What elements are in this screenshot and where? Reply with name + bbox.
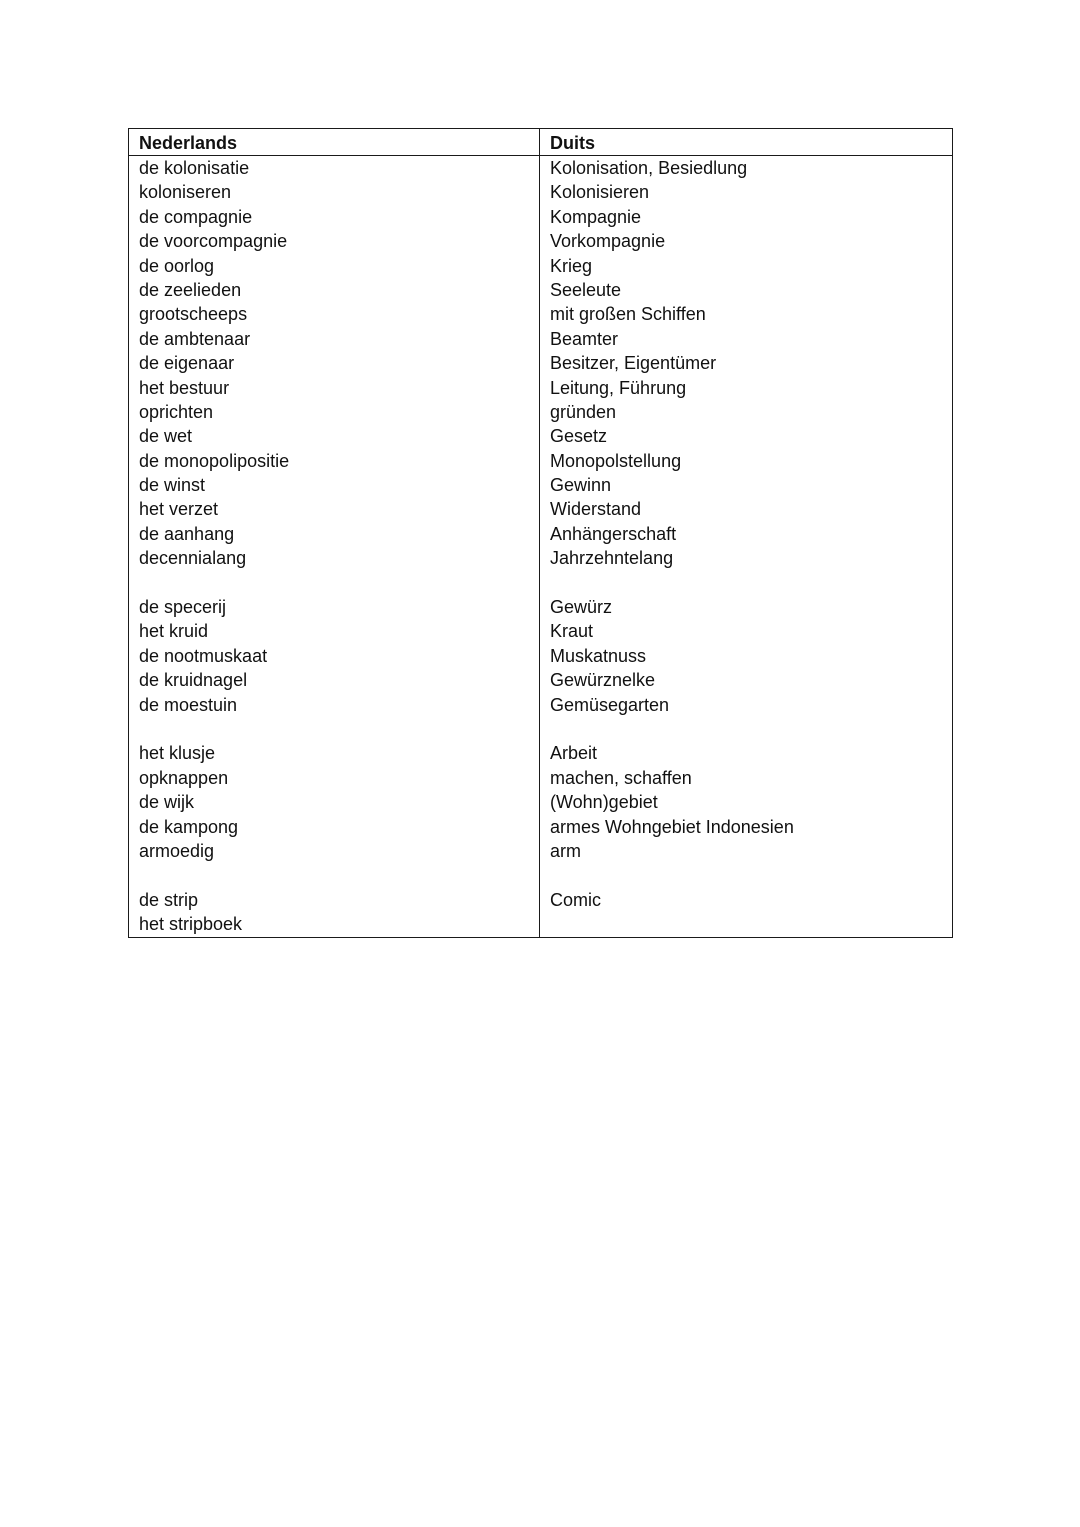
german-column xyxy=(540,156,953,938)
dutch-term: de winst xyxy=(139,475,206,496)
german-translation xyxy=(550,863,942,887)
german-translation: Widerstand xyxy=(550,499,642,520)
german-translation: Gemüsegarten xyxy=(550,694,670,715)
header-dutch: Nederlands xyxy=(129,129,540,156)
german-translation: Muskatnuss xyxy=(550,645,647,666)
german-translation: Gewürznelke xyxy=(550,670,656,691)
german-translation: mit großen Schiffen xyxy=(550,304,706,325)
dutch-column xyxy=(129,156,540,938)
header-german: Duits xyxy=(540,129,953,156)
dutch-term: de oorlog xyxy=(139,255,215,276)
dutch-term: de specerij xyxy=(139,597,227,618)
dutch-term: de aanhang xyxy=(139,523,235,544)
dutch-term: oprichten xyxy=(139,401,214,422)
german-translation: (Wohn)gebiet xyxy=(550,792,658,813)
vocabulary-table xyxy=(128,128,953,938)
dutch-term: het bestuur xyxy=(139,377,230,398)
table-body-row xyxy=(129,156,953,938)
dutch-term xyxy=(139,717,529,741)
german-translation xyxy=(550,717,942,741)
german-translation: Kraut xyxy=(550,621,594,642)
dutch-term: de monopolipositie xyxy=(139,450,290,471)
german-translation: arm xyxy=(550,840,581,861)
german-translation: Kompagnie xyxy=(550,206,642,227)
dutch-term: de compagnie xyxy=(139,206,253,227)
german-translation: Besitzer, Eigentümer xyxy=(550,353,717,374)
german-translation: Comic xyxy=(550,889,602,910)
dutch-term: de strip xyxy=(139,889,199,910)
german-translation: Kolonisieren xyxy=(550,182,650,203)
german-translation: Beamter xyxy=(550,328,619,349)
german-translation: Seeleute xyxy=(550,279,622,300)
dutch-term: armoedig xyxy=(139,840,215,861)
dutch-term xyxy=(139,571,529,595)
german-translation: gründen xyxy=(550,401,617,422)
german-translation: Jahrzehntelang xyxy=(550,548,674,569)
dutch-term: de eigenaar xyxy=(139,353,235,374)
dutch-term: het stripboek xyxy=(139,914,243,935)
dutch-term xyxy=(139,863,529,887)
dutch-term: het klusje xyxy=(139,743,216,764)
dutch-term: het verzet xyxy=(139,499,219,520)
dutch-term: opknappen xyxy=(139,767,229,788)
dutch-term: grootscheeps xyxy=(139,304,248,325)
dutch-term: de kolonisatie xyxy=(139,158,250,178)
dutch-term: decennialang xyxy=(139,548,247,569)
german-translation: Gesetz xyxy=(550,426,608,447)
dutch-term: de nootmuskaat xyxy=(139,645,268,666)
german-translation: Krieg xyxy=(550,255,593,276)
table-header-row xyxy=(129,129,953,156)
dutch-term: de wet xyxy=(139,426,193,447)
dutch-term: de ambtenaar xyxy=(139,328,251,349)
german-translation: Arbeit xyxy=(550,743,598,764)
german-translation: Anhängerschaft xyxy=(550,523,677,544)
german-translation: Gewürz xyxy=(550,597,613,618)
german-translation: machen, schaffen xyxy=(550,767,692,788)
dutch-term: de wijk xyxy=(139,792,195,813)
dutch-term: koloniseren xyxy=(139,182,232,203)
german-translation: Monopolstellung xyxy=(550,450,682,471)
dutch-term: de zeelieden xyxy=(139,279,242,300)
dutch-term: de voorcompagnie xyxy=(139,231,288,252)
dutch-term: de kampong xyxy=(139,816,239,837)
dutch-term: de moestuin xyxy=(139,694,238,715)
german-translation: Vorkompagnie xyxy=(550,231,666,252)
german-translation xyxy=(550,571,942,595)
german-translation: armes Wohngebiet Indonesien xyxy=(550,816,794,837)
dutch-term: de kruidnagel xyxy=(139,670,248,691)
dutch-term: het kruid xyxy=(139,621,209,642)
german-translation: Gewinn xyxy=(550,475,612,496)
german-translation: Leitung, Führung xyxy=(550,377,687,398)
german-translation: Kolonisation, Besiedlung xyxy=(550,158,748,178)
german-translation xyxy=(550,912,942,936)
